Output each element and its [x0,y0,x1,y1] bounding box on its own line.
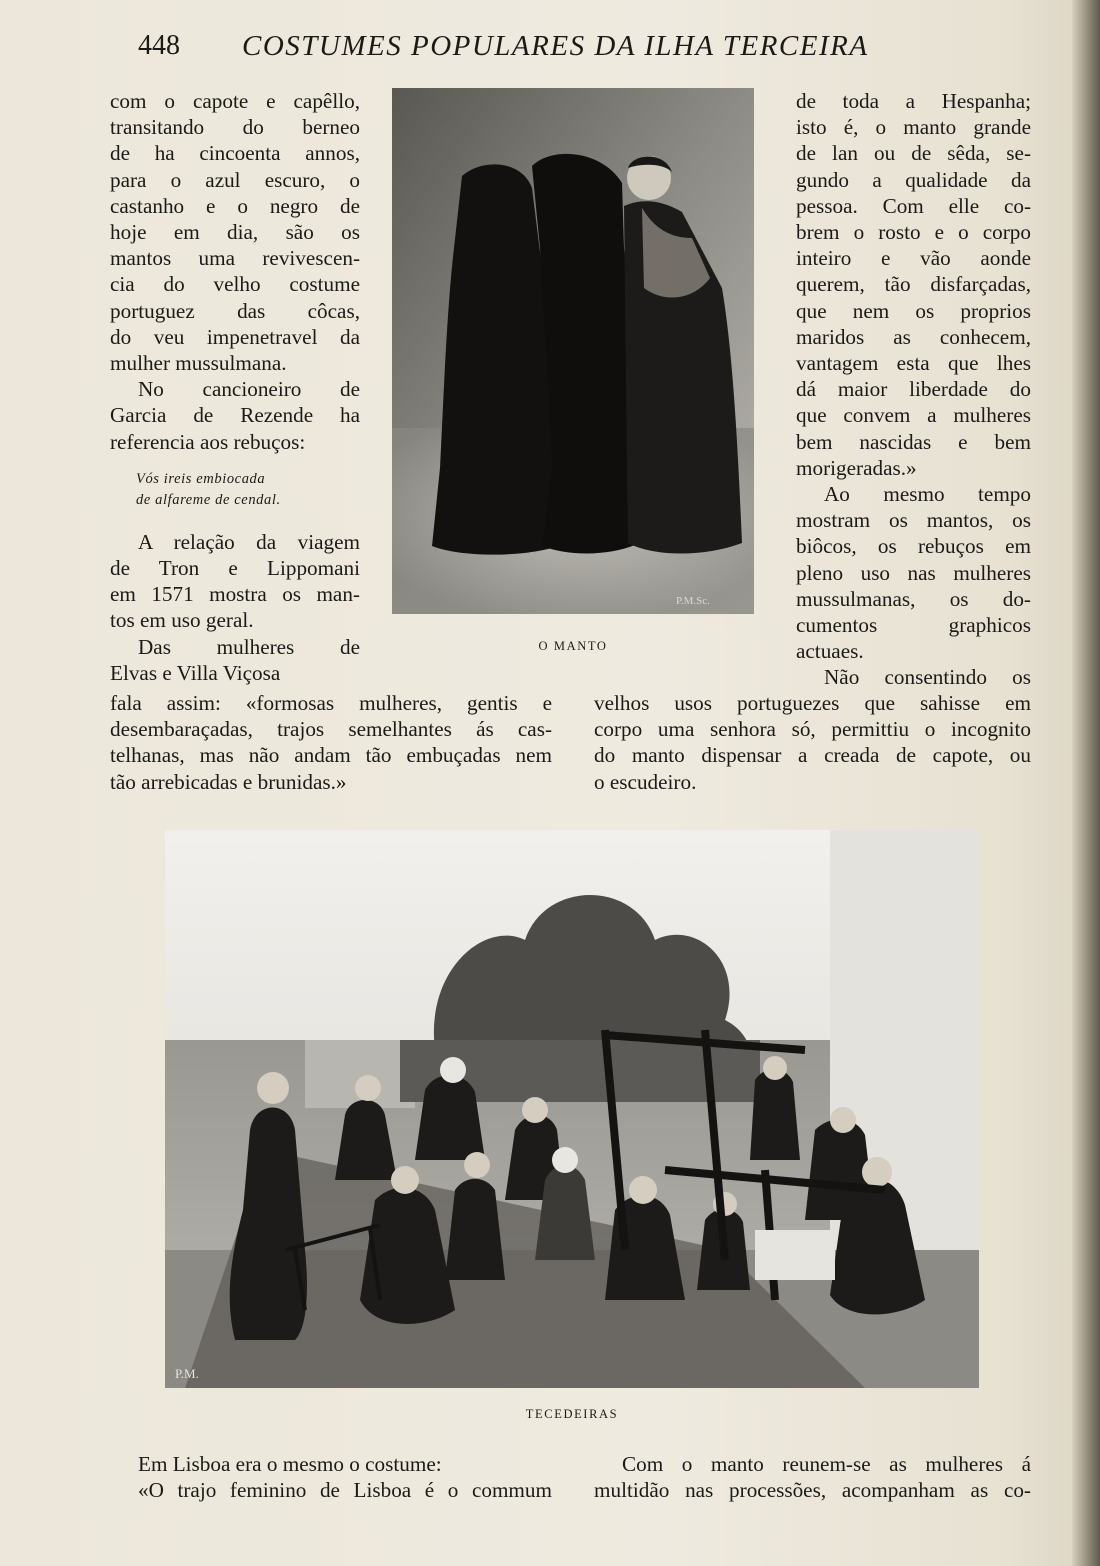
text-line: isto é, o manto grande [796,115,1031,140]
text-line: mantos uma revivescen- [110,246,360,271]
manto-caption: O MANTO [538,639,608,653]
text-line: corpo uma senhora só, permittiu o incognito [594,717,1031,742]
text-line: Não consentindo os [824,665,1031,690]
text-line: hoje em dia, são os [110,220,360,245]
text-line: No cancioneiro de [138,377,360,402]
verse-line: Vós ireis embiocada [136,470,266,487]
text-line: transitando do berneo [110,115,360,140]
text-line: desembaraçadas, trajos semelhantes ás cas- [110,717,552,742]
text-line: brem o rosto e o corpo [796,220,1031,245]
right-wide-text [594,690,1031,795]
text-line: dá maior liberdade do [796,377,1031,402]
tecedeiras-caption: TECEDEIRAS [525,1407,619,1421]
text-line: mulher mussulmana. [110,351,287,376]
text-line: Ao mesmo tempo [824,482,1031,507]
text-line: vantagem esta que lhes [796,351,1031,376]
text-line: maridos as conhecem, [796,324,1031,349]
text-line: para o azul escuro, o [110,167,360,192]
text-line: querem, tão disfarçadas, [796,272,1031,297]
text-line: o escudeiro. [594,769,697,794]
text-line: do veu impenetravel da [110,324,360,349]
text-line: telhanas, mas não andam tão embuçadas nem [110,743,552,768]
text-line: Das mulheres de [138,634,360,659]
text-line: Elvas e Villa Viçosa [110,660,281,685]
text-line: tão arrebicadas e brunidas.» [110,769,347,794]
text-line: pleno uso nas mulheres [796,560,1031,585]
text-line: Garcia de Rezende ha [110,403,360,428]
page-number: 448 [138,30,180,61]
text-line: cumentos graphicos [796,613,1031,638]
running-title: COSTUMES POPULARES DA ILHA TERCEIRA [242,30,869,62]
left-wide-text [110,690,552,795]
text-line: morigeradas.» [796,455,917,480]
text-line: de lan ou de sêda, se- [796,141,1031,166]
text-line: inteiro e vão aonde [796,246,1031,271]
verse-quote [136,469,360,511]
tecedeiras-illustration [165,830,979,1388]
text-line: bem nascidas e bem [796,429,1031,454]
text-line: com o capote e capêllo, [110,89,360,113]
text-line: actuaes. [796,639,864,664]
text-line: referencia aos rebuços: [110,429,306,454]
text-line: mussulmanas, os do- [796,586,1031,611]
page-header [138,30,920,66]
text-line: que convem a mulheres [796,403,1031,428]
text-line: «O trajo feminino de Lisboa é o commum [138,1478,552,1503]
text-line: pessoa. Com elle co- [796,193,1031,218]
tecedeiras-signature: P.M. [175,1366,199,1381]
text-line: do manto dispensar a creada de capote, ou [594,743,1031,768]
manto-photo [392,88,754,614]
manto-illustration [392,88,754,614]
text-line: A relação da viagem [138,529,360,554]
page-gutter-shadow [1072,0,1100,1566]
text-line: Com o manto reunem-se as mulheres á [622,1452,1031,1476]
bottom-left-text [138,1451,552,1503]
text-line: tos em uso geral. [110,608,254,633]
text-line: cia do velho costume [110,272,360,297]
tecedeiras-photo [165,830,979,1388]
bottom-right-text [594,1451,1031,1503]
text-line: biôcos, os rebuços em [796,534,1031,559]
text-line: Em Lisboa era o mesmo o costume: [138,1452,442,1476]
text-line: de Tron e Lippomani [110,556,360,581]
text-line: multidão nas processões, acompanham as co- [594,1478,1031,1503]
text-line: em 1571 mostra os man- [110,582,360,607]
text-line: castanho e o negro de [110,193,360,218]
text-line: portuguez das côcas, [110,298,360,323]
text-line: fala assim: «formosas mulheres, gentis e [110,691,552,715]
verse-line: de alfareme de cendal. [136,491,281,508]
text-line: de toda a Hespanha; [796,89,1031,113]
text-line: velhos usos portuguezes que sahisse em [594,691,1031,715]
text-line: mostram os mantos, os [796,508,1031,533]
left-column [110,88,360,686]
text-line: que nem os proprios [796,298,1031,323]
right-column [796,88,1031,691]
text-line: de ha cincoenta annos, [110,141,360,166]
text-line: gundo a qualidade da [796,167,1031,192]
manto-signature: P.M.Sc. [676,595,710,607]
